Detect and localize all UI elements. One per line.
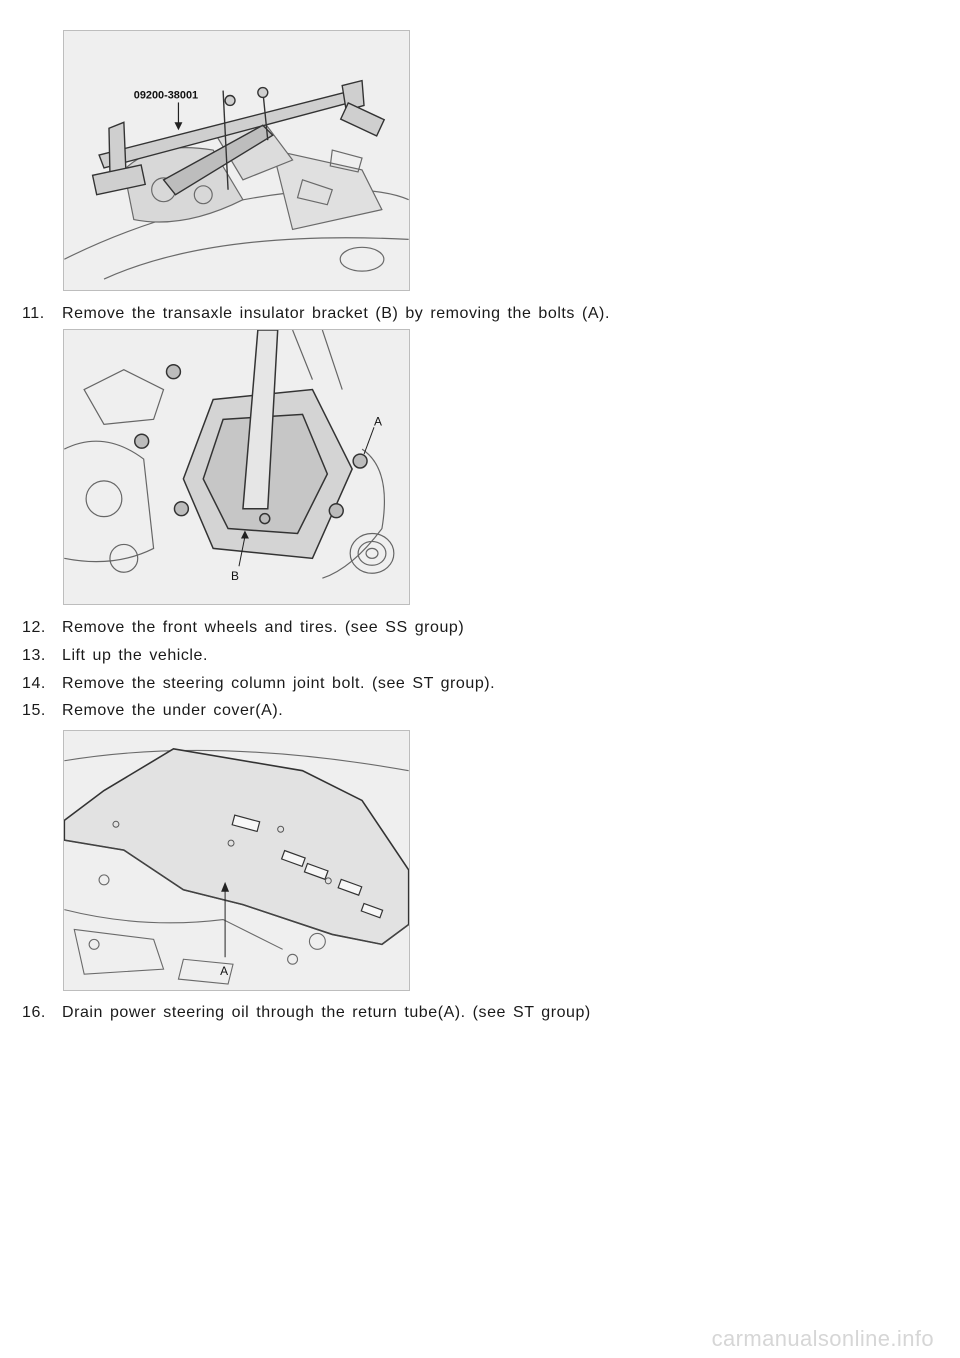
step-14	[22, 674, 495, 694]
step-16-number: 16.	[22, 1004, 46, 1021]
fixture-callout-label: 09200-38001	[133, 89, 199, 102]
bracket-label-b: B	[231, 569, 239, 584]
step-12	[22, 618, 464, 638]
step-14-text: Remove the steering column joint bolt. (see ST group).	[62, 675, 496, 692]
figure-engine-support-fixture	[63, 30, 410, 291]
step-15-number: 15.	[22, 702, 46, 719]
step-14-number: 14.	[22, 675, 46, 692]
step-16	[22, 1003, 591, 1023]
step-15-text: Remove the under cover(A).	[62, 702, 284, 719]
step-12-number: 12.	[22, 619, 46, 636]
step-12-text: Remove the front wheels and tires. (see SS group)	[62, 619, 465, 636]
bolt-label-a: A	[373, 414, 382, 429]
engine-support-fixture-illustration	[64, 31, 409, 290]
step-11	[22, 304, 610, 324]
transaxle-insulator-illustration	[64, 330, 409, 604]
step-11-number: 11.	[22, 305, 45, 322]
figure-transaxle-insulator-bracket	[63, 329, 410, 605]
figure-under-cover	[63, 730, 410, 991]
step-16-text: Drain power steering oil through the return tube(A). (see ST group)	[62, 1004, 591, 1021]
watermark: carmanualsonline.info	[711, 1326, 934, 1351]
under-cover-illustration	[64, 731, 409, 990]
under-cover-label-a: A	[220, 964, 229, 979]
step-13-number: 13.	[22, 647, 46, 664]
step-11-text: Remove the transaxle insulator bracket (B) by removing the bolts (A).	[62, 305, 610, 322]
step-13-text: Lift up the vehicle.	[62, 647, 208, 664]
step-15	[22, 701, 283, 721]
step-13	[22, 646, 208, 666]
